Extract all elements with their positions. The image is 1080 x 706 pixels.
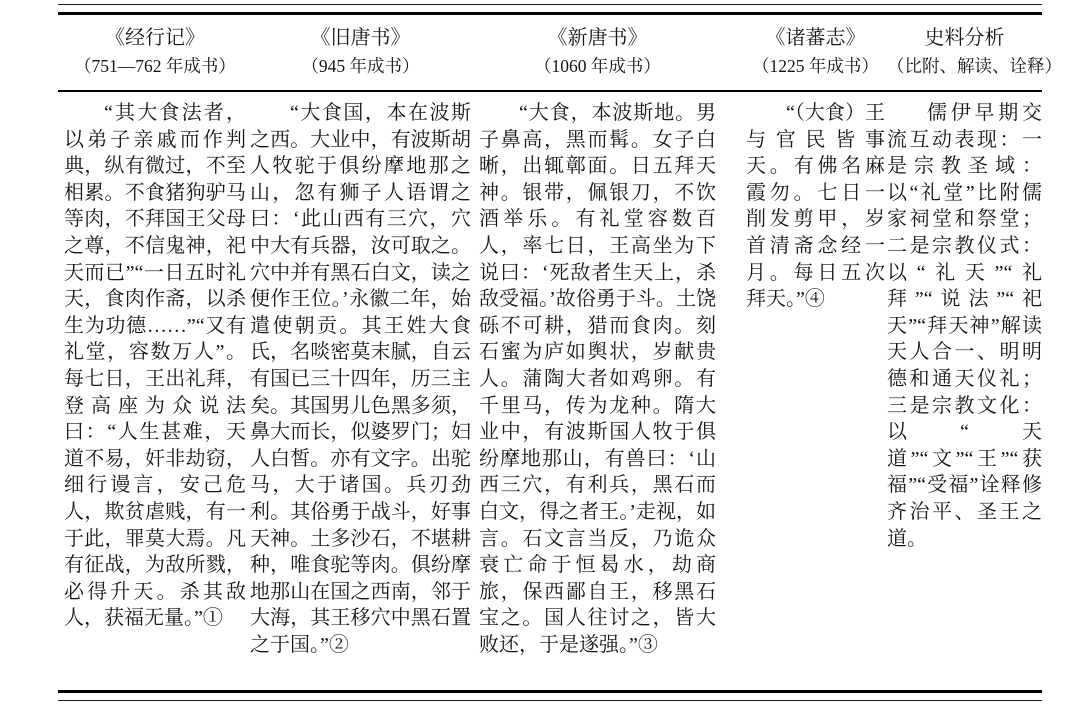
table-header-row (58, 15, 1062, 90)
column-title: 史料分析 (924, 27, 1005, 49)
header-cell-shiliao-fenxi (887, 24, 1062, 80)
source-quote-zhufanzhi: “（大食）王与官民皆事天。有佛名麻霞勿。七日一削发剪甲，岁首清斋念经一月。每日五次拜天。”④ (746, 102, 885, 311)
source-quote-xintangshu: “大食，本波斯地。男子鼻高，黑而髯。女子白晰，出辄鄣面。日五拜天神。银带，佩银刀，不饮酒举乐。有礼堂容数百人，率七日，王高坐为下说曰：‘死敌者生天上，杀敌受福。’故俗勇于斗。土饶砾不可耕，猎而食肉。刻石蜜为庐如舆状，岁献贵人。蒲陶大者如鸡卵。有千里马，传为龙种。隋大业中，有波斯国人牧于俱纷摩地那山，有兽曰：‘山西三穴，有利兵，黑石而白文，得之者王。’走视，如言。石文言当反，乃诡众衰亡命于恒曷水，劫商旅，保西鄙自王，移黑石宝之。国人往讨之，皆大败还，于是遂强。”③ (479, 102, 716, 656)
column-subtitle: （1060 年成书） (534, 56, 661, 76)
body-cell-jingxingji (64, 100, 246, 690)
table-body-row (58, 92, 1042, 690)
body-cell-xintangshu (479, 100, 716, 690)
table-border-bottom-thin (58, 700, 1042, 701)
body-cell-shiliao-fenxi (887, 100, 1042, 690)
analysis-text: 儒伊早期交流互动表现：一是宗教圣域：以“礼堂”比附儒家祠堂和祭堂；二是宗教仪式：以“礼天”“礼拜”“说法”“祀天”“拜天神”解读天人合一、明明德和通天仪礼；三是宗教文化：以“天道”“文”“王”“获福”“受福”诠释修齐治平、圣王之道。 (887, 102, 1042, 550)
table-border-bottom-gap (58, 693, 1042, 700)
table-border-top-gap (58, 5, 1042, 12)
body-cell-zhufanzhi (746, 100, 885, 690)
column-title: 《诸蕃志》 (765, 27, 866, 49)
column-title: 《旧唐书》 (310, 27, 411, 49)
comparison-table (58, 4, 1062, 701)
header-cell-xintangshu (479, 24, 716, 80)
column-subtitle: （751—762 年成书） (74, 56, 236, 76)
column-title: 《新唐书》 (547, 27, 648, 49)
body-cell-jiutangshu (250, 100, 471, 690)
header-cell-jiutangshu (250, 24, 471, 80)
header-cell-zhufanzhi (746, 24, 885, 80)
header-cell-jingxingji (64, 24, 246, 80)
column-title: 《经行记》 (105, 27, 205, 49)
column-subtitle: （945 年成书） (301, 56, 420, 76)
source-quote-jingxingji: “其大食法者，以弟子亲戚而作判典，纵有微过，不至相累。不食猪狗驴马等肉，不拜国王父母之尊，不信鬼神，祀天而已”“一日五时礼天，食肉作斋，以杀生为功德……”“又有礼堂，容数万人”。每七日，王出礼拜，登高座为众说法曰：“人生甚难，天道不易，奸非劫窃，细行谩言，安己危人，欺贫虐贱，有一于此，罪莫大焉。凡有征战，为敌所戮，必得升天。杀其敌人，获福无量。”① (64, 102, 246, 630)
source-quote-jiutangshu: “大食国，本在波斯之西。大业中，有波斯胡人牧驼于俱纷摩地那之山，忽有狮子人语谓之曰：‘此山西有三穴，穴中大有兵器，汝可取之。穴中并有黑石白文，读之便作王位。’永徽二年，始遣使朝贡。其王姓大食氏，名啖密莫末腻，自云有国已三十四年，历三主矣。其国男儿色黑多须，鼻大而长，似婆罗门；妇人白皙。亦有文字。出驼马，大于诸国。兵刃劲利。其俗勇于战斗，好事天神。土多沙石，不堪耕种，唯食驼等肉。俱纷摩地那山在国之西南，邻于大海，其王移穴中黑石置之于国。”② (250, 102, 471, 656)
column-subtitle: （比附、解读、诠释） (887, 56, 1062, 76)
column-subtitle: （1225 年成书） (752, 56, 879, 76)
